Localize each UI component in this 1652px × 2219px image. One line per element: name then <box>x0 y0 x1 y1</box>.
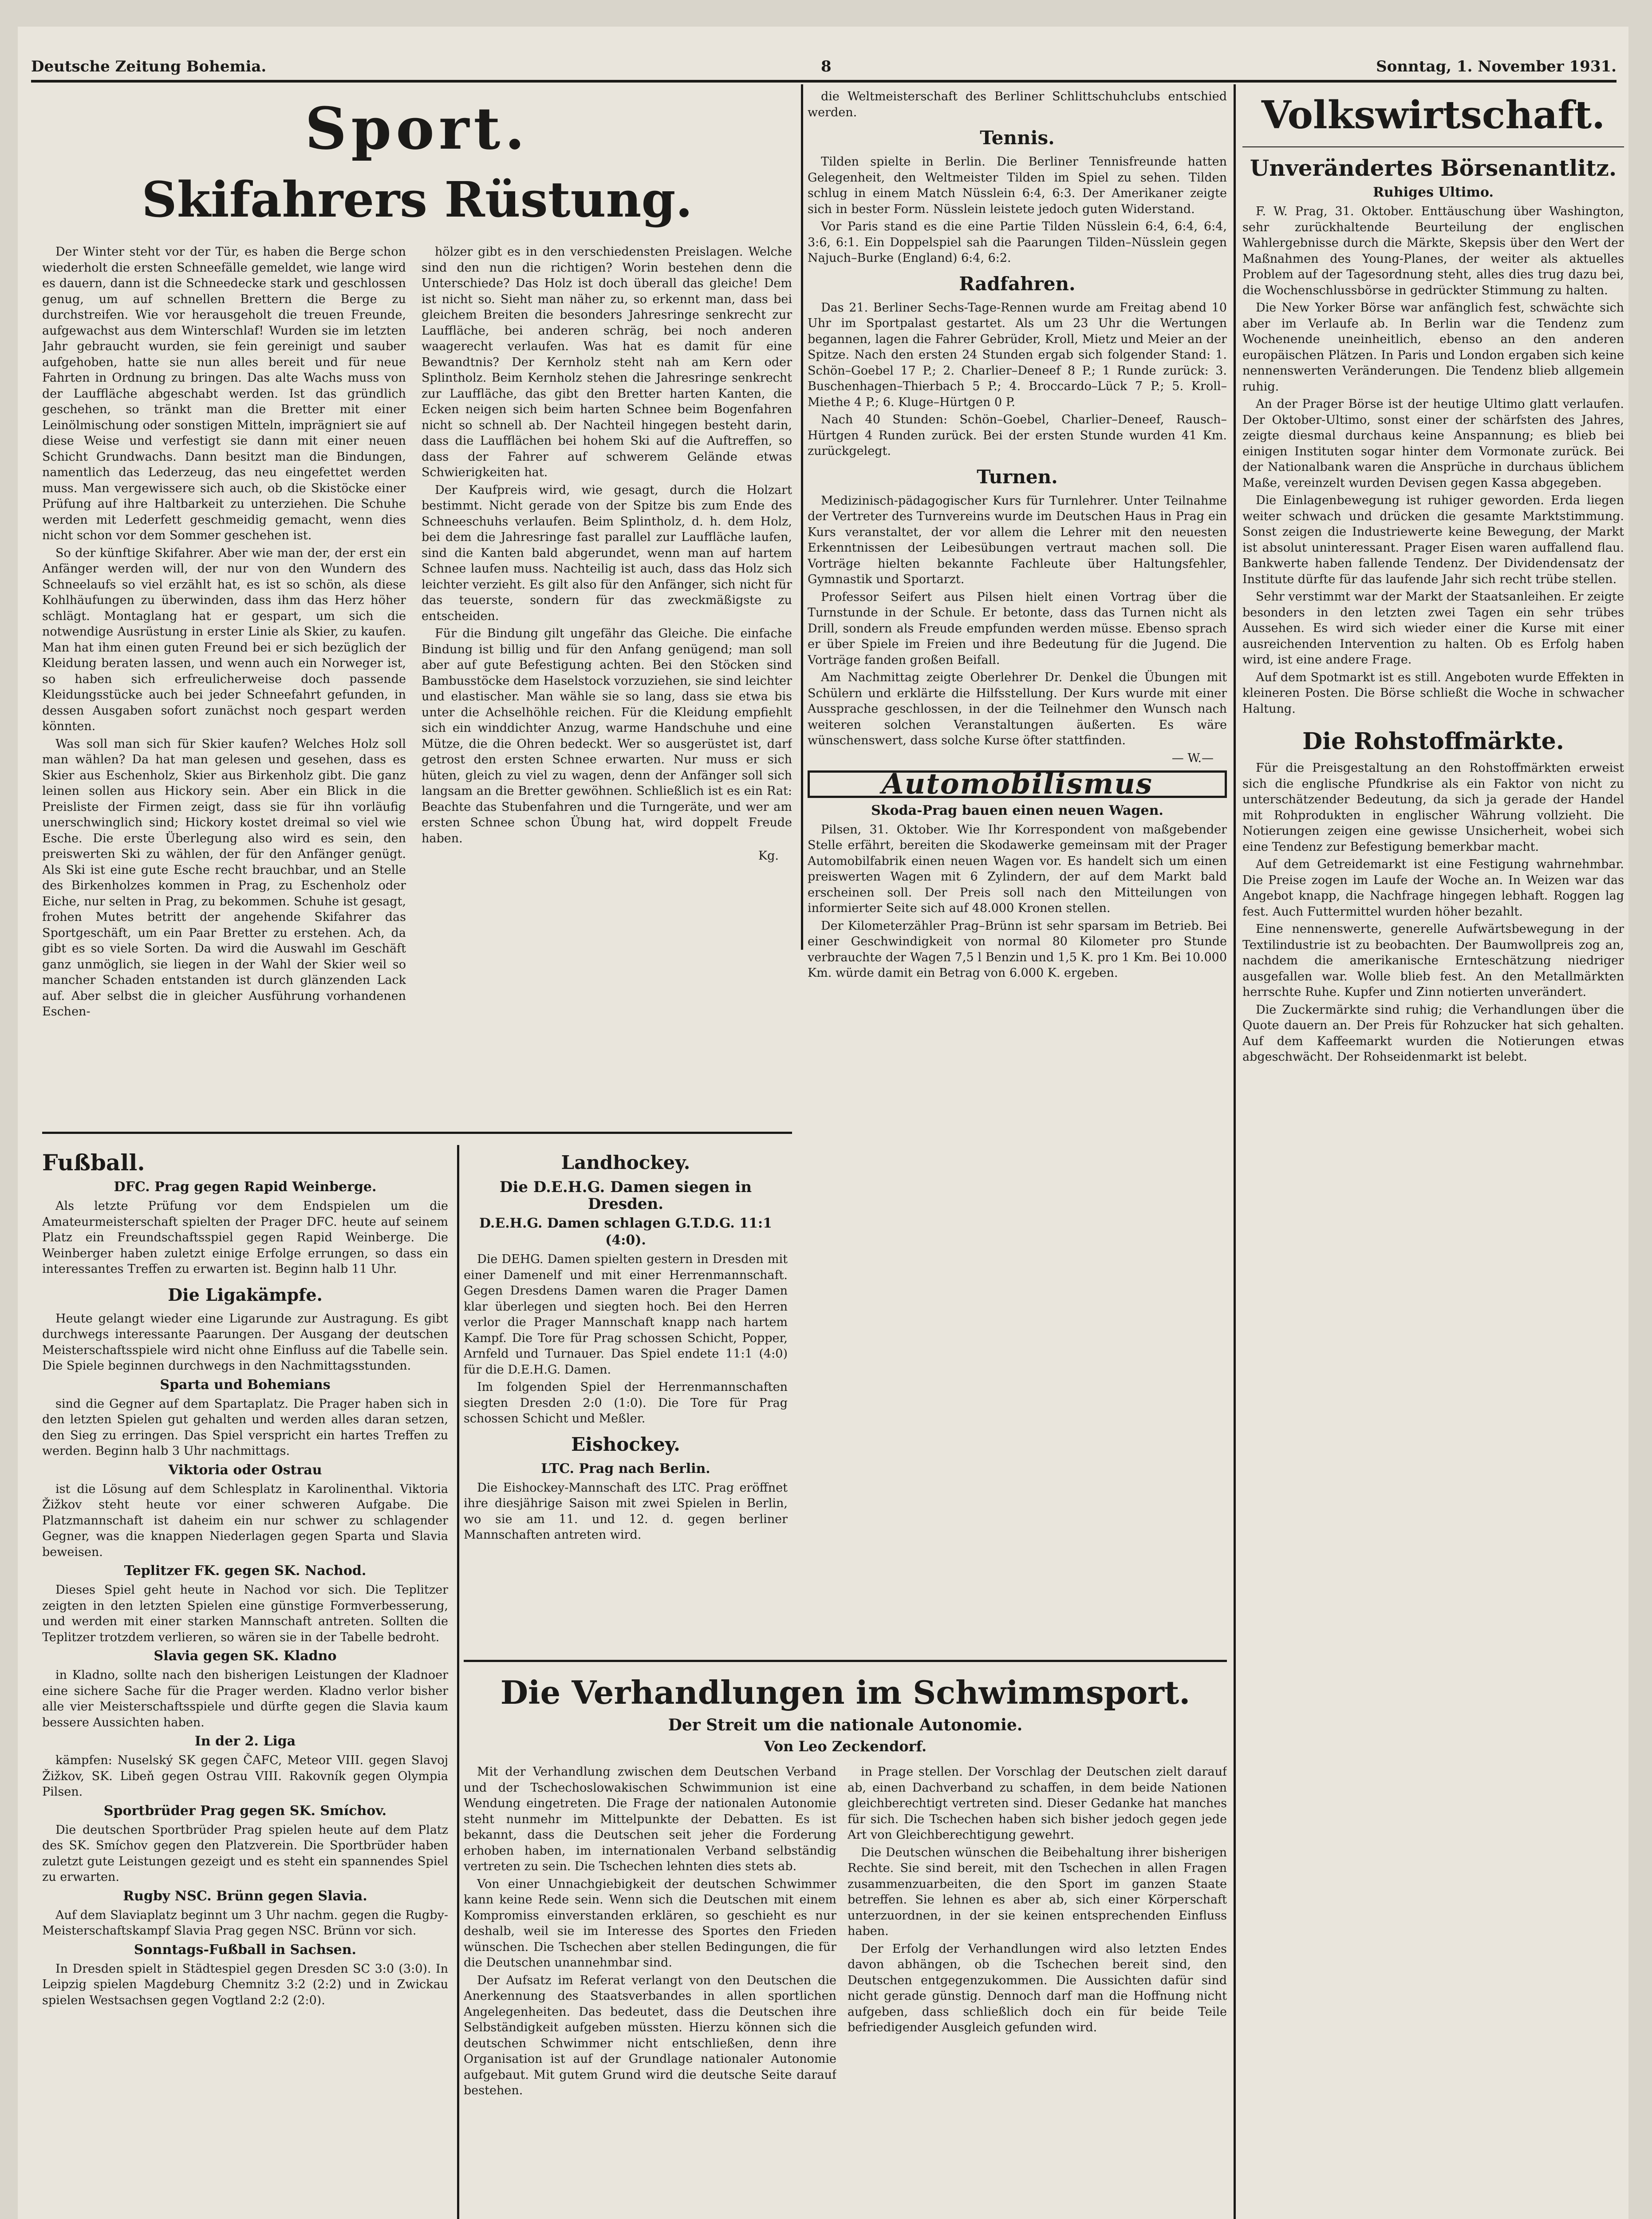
paragraph: Was soll man sich für Skier kaufen? Welches Holz soll man wählen? Da hat man gelesen und gesehen, dass es Skier aus Eschenholz, Skier aus Birkenholz gibt. Die ganz leinen sollen aus Hickory sein. Aber ein Blick in die Preisliste der Firmen zeigt, dass sie für ihn vorläufig unerschwinglich sind; Hickory kostet dreimal so viel wie Esche. Die erste Überlegung also wird es sein, den preiswerten Ski zu wählen, der für den Anfänger genügt. Als Ski ist eine gute Esche recht brauchbar, und an Stelle des Birkenholzes kommen in Prag, zu Eschenholz oder Eiche, nur selten in Prag, zu bekommen. Schuhe ist gesagt, frohen Mutes betritt der angehende Skifahrer das Sportgeschäft, um ein Paar Bretter zu erstehen. Ach, da gibt es so viele Sorten. Da wird die Auswahl im Geschäft ganz unmöglich, sie liegen in der Wahl der Skier weil so mancher Schaden entstanden ist durch glänzenden Lack auf. Aber selbst die in gleicher Ausführung vorhandenen Eschen- <box>42 737 406 1019</box>
headline: Slavia gegen SK. Kladno <box>154 1648 337 1664</box>
landhockey-title: Landhockey. <box>561 1152 690 1173</box>
headline: Sonntags-Fußball in Sachsen. <box>134 1942 356 1958</box>
author-signature: — W.— <box>1171 751 1214 765</box>
paragraph: Die Zuckermärkte sind ruhig; die Verhandlungen über die Quote dauern an. Der Preis für Rohzucker hat sich gehalten. Auf dem Kaffeemarkt wurden die Notierungen etwas abgeschwächt. Der Rohseidenmarkt ist belebt. <box>1242 1003 1624 1064</box>
sport-article-col-2 <box>422 244 792 1127</box>
header-date: Sonntag, 1. November 1931. <box>1376 58 1617 75</box>
paragraph: hölzer gibt es in den verschiedensten Preislagen. Welche sind den nun die richtigen? Worin bestehen denn die Unterschiede? Das Holz ist doch überall das gleiche! Dem ist nicht so. Sieht man näher zu, so erkennt man, dass bei gleichem Breiten die besonders Jahresringe senkrecht zur Lauffläche, bei anderen schräg, bei noch anderen waagerecht verlaufen. Was hat es damit für eine Bewandtnis? Der Kernholz steht nah am Kern oder Splintholz. Beim Kernholz stehen die Jahresringe senkrecht zur Lauffläche, das gibt den Bretter harten Kanten, die Ecken neigen sich beim harten Schnee beim Bogenfahren nicht so schnell ab. Der Nachteil hingegen besteht darin, dass die Laufflächen bei hohem Ski auf die Auftreffen, so dass der Fahrer auf schwerem Gelände etwas Schwierigkeiten hat. <box>422 245 792 479</box>
eishockey-title: Eishockey. <box>571 1433 680 1455</box>
paragraph: Als letzte Prüfung vor dem Endspielen um die Amateurmeisterschaft spielten der Prager DFC. heute auf seinem Platz ein Freundschaftsspiel gegen Rapid Weinberge. Die Weinberger haben zuletzt einige Erfolge errungen, so dass ein interessantes Treffen zu erwarten ist. Beginn halb 11 Uhr. <box>42 1199 448 1276</box>
headline: Rugby NSC. Brünn gegen Slavia. <box>123 1888 367 1904</box>
paragraph: Der Kaufpreis wird, wie gesagt, durch die Holzart bestimmt. Nicht gerade von der Spitze bis zum Ende des Schneeschuhs verlaufen. Beim Splintholz, d. h. dem Holz, bei dem die Jahresringe fast parallel zur Lauffläche laufen, sind die Kanten bald abgerundet, wenn man auf hartem Schnee laufen muss. Nachteilig ist auch, dass das Holz sich leichter verzieht. Es gilt also für den Anfänger, sich nicht für das teuerste, sondern für das zweckmäßigste zu entscheiden. <box>422 483 792 623</box>
paragraph: Der Winter steht vor der Tür, es haben die Berge schon wiederholt die ersten Schneefälle gemeldet, wie lange wird es dauern, dann ist die Schneedecke stark und geschlossen genug, um auf schnellen Brettern die Berge zu durchstreifen. Wie vor herausgeholt die treuen Freunde, aufgewachst aus dem Winterschlaf! Wurden sie im letzten Jahr gebraucht wurden, sie fein gereinigt und sauber aufgehoben, hatte sie nun alles bereit und für neue Fahrten in Ordnung zu bringen. Das alte Wachs muss von der Lauffläche abgeschabt werden. Ist das gründlich geschehen, so tränkt man die Bretter mit einer Leinölmischung oder sonstigen Mitteln, imprägniert sie auf diese Weise und verfestigt sie dann mit einer neuen Schicht Grundwachs. Dann besitzt man die Bindungen, namentlich das Lederzeug, das neu eingefettet werden muss. Man vergewissere sich auch, ob die Skistöcke einer Prüfung auf ihre Haltbarkeit zu unterziehen. Die Schuhe werden mit Lederfett geschmeidig gemacht, wenn dies nicht schon vor dem Sommer geschehen ist. <box>42 245 406 542</box>
automobilismus-title: Automobilismus <box>808 770 1227 798</box>
headline: LTC. Prag nach Berlin. <box>541 1461 710 1477</box>
headline: Sparta und Bohemians <box>160 1377 331 1393</box>
headline: Die Ligakämpfe. <box>168 1284 323 1305</box>
headline: D.E.H.G. Damen schlagen G.T.D.G. 11:1 (4:0). <box>479 1216 772 1248</box>
paragraph: Die Eishockey-Mannschaft des LTC. Prag eröffnet ihre diesjährige Saison mit zwei Spielen in Berlin, wo sie am 11. und 12. d. gegen berliner Mannschaften antreten wird. <box>464 1481 788 1542</box>
paragraph: Der Kilometerzähler Prag–Brünn ist sehr sparsam im Betrieb. Bei einer Geschwindigkeit von normal 80 Kilometer pro Stunde verbrauchte der Wagen 7,5 l Benzin und 1,5 K. pro 1 Km. Bei 10.000 Km. würde damit ein Betrag von 6.000 K. ergeben. <box>808 919 1227 980</box>
paragraph: Eine nennenswerte, generelle Aufwärtsbewegung in der Textilindustrie ist zu beobachten. Der Baumwollpreis zog an, nachdem die amerikanische Ernteschätzung niedriger ausgefallen war. Wolle blieb fest. An den Metallmärkten herrschte Ruhe. Kupfer und Zinn notierten unverändert. <box>1242 922 1624 999</box>
paragraph: An der Prager Börse ist der heutige Ultimo glatt verlaufen. Der Oktober-Ultimo, sonst einer der schärfsten des Jahres, zeigte diesmal durchaus keine Anspannung; es blieb bei einigen Instituten sogar hinter dem Vormonate zurück. Bei der Nationalbank waren die Ansprüche in durchaus üblichem Maße, vereinzelt wurden Devisen gegen Kassa abgegeben. <box>1242 397 1624 490</box>
headline: In der 2. Liga <box>194 1733 296 1749</box>
headline: Viktoria oder Ostrau <box>168 1462 322 1478</box>
volkswirtschaft-title: Volkswirtschaft. <box>1261 93 1605 138</box>
paragraph: Der Erfolg der Verhandlungen wird also letzten Endes davon abhängen, ob die Tschechen bereit sind, den Deutschen entgegenzukommen. Die Aussichten dafür sind nicht gerade günstig. Dennoch darf man die Hoffnung nicht aufgeben, dass schließlich doch ein für beide Teile befriedigender Ausgleich gefunden wird. <box>848 1942 1227 2034</box>
paragraph: Von einer Unnachgiebigkeit der deutschen Schwimmer kann keine Rede sein. Wenn sich die Deutschen mit einem Kompromiss einverstanden erklären, so geschieht es nur deshalb, weil sie im Interesse des Sportes den Frieden wünschen. Die Tschechen aber stellen Bedingungen, die für die Deutschen unannehmbar sind. <box>464 1877 836 1970</box>
headline: Ruhiges Ultimo. <box>1373 185 1494 200</box>
fussball-column <box>42 1145 448 2219</box>
paragraph: Dieses Spiel geht heute in Nachod vor sich. Die Teplitzer zeigten in den letzten Spielen eine günstige Formverbesserung, und werden mit einer starken Mannschaft antreten. Sollten die Teplitzer trotzdem verlieren, so wären sie in der Tabelle bedroht. <box>42 1583 448 1644</box>
paragraph: Die Deutschen wünschen die Beibehaltung ihrer bisherigen Rechte. Sie sind bereit, mit den Tschechen in allen Fragen zusammenzuarbeiten, die den Sport im ganzen Staate betreffen. Sie lehnen es aber ab, sich einer Körperschaft unterzuordnen, in der sie keinen entsprechenden Einfluss haben. <box>848 1845 1227 1938</box>
paragraph: in Prage stellen. Der Vorschlag der Deutschen zielt darauf ab, einen Dachverband zu schaffen, in dem beide Nationen gleichberechtigt vertreten sind. Dieser Gedanke hat manches für sich. Die Tschechen haben sich bisher jedoch gegen jede Art von Gleichberechtigung gewehrt. <box>848 1765 1227 1842</box>
schwimm-article-author: Von Leo Zeckendorf. <box>764 1738 927 1755</box>
author-signature: Kg. <box>758 849 779 863</box>
paragraph: Mit der Verhandlung zwischen dem Deutschen Verband und der Tschechoslowakischen Schwimmunion ist eine Wendung eingetreten. Die Frage der nationalen Autonomie steht nunmehr im Mittelpunkte der Debatten. Es ist bekannt, dass die Deutschen seit jeher die Forderung erhoben haben, im internationalen Verband selbständig vertreten zu sein. Die Tschechen lehnten dies stets ab. <box>464 1765 836 1873</box>
paragraph: F. W. Prag, 31. Oktober. Enttäuschung über Washington, sehr zurückhaltende Beurteilung der englischen Wahlergebnisse durch die Märkte, Skepsis über den Wert der Maßnahmen des Young-Planes, der weiter als aktuelles Problem auf der Tagesordnung steht, alles dies trug dazu bei, die Wochenschlussbörse in gedrückter Stimmung zu halten. <box>1242 205 1624 297</box>
paragraph: Für die Preisgestaltung an den Rohstoffmärkten erweist sich die englische Pfundkrise als ein Faktor von nicht zu unterschätzender Bedeutung, da sich ja gerade der Handel mit Rohprodukten in englischer Währung vollzieht. Die Notierungen zeigen eine gewisse Unsicherheit, wobei sich eine Tendenz zur Befestigung bemerkbar macht. <box>1242 761 1624 854</box>
paragraph: Für die Bindung gilt ungefähr das Gleiche. Die einfache Bindung ist billig und für den Anfang genügend; man soll aber auf gute Befestigung achten. Bei den Stöcken sind Bambusstöcke dem Haselstock vorzuziehen, sie sind leichter und elastischer. Man wähle sie so lang, dass sie etwa bis unter die Achselhöhle reichen. Für die Kleidung empfiehlt sich ein winddichter Anzug, warme Handschuhe und eine Mütze, die die Ohren bedeckt. Wer so ausgerüstet ist, darf getrost den ersten Schnee erwarten. Nur muss er sich hüten, gleich zu viel zu wagen, denn der Anfänger soll sich langsam an die Bretter gewöhnen. Schließlich ist es ein Rat: Beachte das Stubenfahren und die Turngeräte, und wer am ersten Schnee schon Übung hat, wird doppelt Freude haben. <box>422 627 792 845</box>
schwimm-article-title: Die Verhandlungen im Schwimmsport. <box>500 1674 1191 1711</box>
headline: Teplitzer FK. gegen SK. Nachod. <box>124 1563 367 1579</box>
schwimm-article-subtitle: Der Streit um die nationale Autonomie. <box>668 1716 1023 1734</box>
paragraph: Vor Paris stand es die eine Partie Tilden Nüsslein 6:4, 6:4, 6:4, 3:6, 6:1. Ein Doppelspiel sah die Paarungen Tilden–Nüsslein gegen Najuch–Burke (England) 6:4, 6:2. <box>808 220 1227 265</box>
paragraph: Die New Yorker Börse war anfänglich fest, schwächte sich aber im Verlaufe ab. In Berlin war die Tendenz zum Wochenende uneinheitlich, ebenso an den anderen europäischen Plätzen. In Paris und London ergaben sich keine nennenswerten Veränderungen. Die Tendenz blieb allgemein ruhig. <box>1242 301 1624 394</box>
paragraph: in Kladno, sollte nach den bisherigen Leistungen der Kladnoer eine sichere Sache für die Prager werden. Kladno verlor bisher alle vier Meisterschaftsspiele und dürfte gegen die Slavia kaum bessere Aussichten haben. <box>42 1668 448 1729</box>
column-rule <box>1234 84 1236 2219</box>
paragraph: Im folgenden Spiel der Herrenmannschaften siegten Dresden 2:0 (1:0). Die Tore für Prag schossen Schicht und Meßler. <box>464 1380 788 1425</box>
paragraph: Die DEHG. Damen spielten gestern in Dresden mit einer Damenelf und mit einer Herrenmannschaft. Gegen Dresdens Damen waren die Prager Damen klar überlegen und siegten hoch. Bei den Herren verlor die Prager Mannschaft knapp nach hartem Kampf. Die Tore für Prag schossen Schicht, Popper, Arnfeld und Turnauer. Das Spiel endete 11:1 (4:0) für die D.E.H.G. Damen. <box>464 1252 788 1377</box>
paragraph: Die Einlagenbewegung ist ruhiger geworden. Erda liegen weiter schwach und drücken die gesamte Marktstimmung. Sonst zeigen die Industriewerte keine Bewegung, der Markt ist absolut uninteressant. Prager Eisen waren auffallend flau. Bankwerte haben fallende Tendenz. Der Dividendensatz der Institute dürfte für das laufende Jahr sich recht trübe stellen. <box>1242 494 1624 586</box>
paragraph: Tilden spielte in Berlin. Die Berliner Tennisfreunde hatten Gelegenheit, den Weltmeister Tilden im Spiel zu sehen. Tilden schlug in einem Match Nüsslein 6:4, 6:3. Der Amerikaner zeigte sich in bester Form. Nüsslein leistete jedoch guten Widerstand. <box>808 155 1227 216</box>
fussball-title: Fußball. <box>42 1149 145 1176</box>
paragraph: Heute gelangt wieder eine Ligarunde zur Austragung. Es gibt durchwegs interessante Paarungen. Der Ausgang der deutschen Meisterschaftsspiele wird nicht ohne Einfluss auf die Tabelle sein. Die Spiele beginnen durchwegs in den Nachmittagsstunden. <box>42 1311 448 1373</box>
tennis-title: Tennis. <box>980 127 1055 149</box>
headline: Skoda-Prag bauen einen neuen Wagen. <box>871 802 1163 818</box>
paragraph: kämpfen: Nuselský SK gegen ČAFC, Meteor VIII. gegen Slavoj Žižkov, SK. Libeň gegen Ostrau VIII. Rakovník gegen Olympia Pilsen. <box>42 1753 448 1799</box>
paragraph: Nach 40 Stunden: Schön–Goebel, Charlier–Deneef, Rausch–Hürtgen 4 Runden zurück. Bei der ersten Stunde wurden 41 Km. zurückgelegt. <box>808 413 1227 458</box>
rohstoff-title: Die Rohstoffmärkte. <box>1302 728 1564 755</box>
sport-article-col-1 <box>42 244 406 1127</box>
sport-section-title: Sport. <box>305 95 529 162</box>
schwimm-col-1 <box>464 1764 836 2219</box>
column-rule <box>457 1145 459 2219</box>
paragraph: ist die Lösung auf dem Schlesplatz in Karolinenthal. Viktoria Žižkov steht heute vor einer schweren Aufgabe. Die Platzmannschaft ist daheim ein nur schwer zu schlagender Gegner, was die knappen Niederlagen gegen Sparta und Slavia beweisen. <box>42 1482 448 1559</box>
paragraph: sind die Gegner auf dem Spartaplatz. Die Prager haben sich in den letzten Spielen gut gehalten und werden alles daran setzen, den Sieg zu erringen. Das Spiel verspricht ein hartes Treffen zu werden. Beginn halb 3 Uhr nachmittags. <box>42 1397 448 1458</box>
section-rule <box>42 1132 792 1134</box>
headline: Sportbrüder Prag gegen SK. Smíchov. <box>103 1803 387 1819</box>
landhockey-column <box>464 1145 788 1655</box>
radfahren-title: Radfahren. <box>959 272 1076 295</box>
paragraph: Das 21. Berliner Sechs-Tage-Rennen wurde am Freitag abend 10 Uhr im Sportpalast gestartet. Als um 23 Uhr die Wertungen begannen, lagen die Fahrer Gebrüder, Kroll, Mietz und Meier an der Spitze. Nach den ersten 24 Stunden ergab sich folgender Stand: 1. Schön–Goebel 17 P.; 2. Charlier–Deneef 8 P.; 1 Runde zurück: 3. Buschenhagen–Thierbach 5 P.; 4. Broccardo–Lück 7 P.; 5. Kroll–Miethe 4 P.; 6. Kluge–Hürtgen 0 P. <box>808 300 1227 409</box>
paragraph: Der Aufsatz im Referat verlangt von den Deutschen die Anerkennung des Staatsverbandes in allen sportlichen Angelegenheiten. Das bedeutet, dass die Deutschen ihre Selbständigkeit aufgeben müssten. Hierzu können sich die deutschen Schwimmer nicht entschließen, denn ihre Organisation ist auf der Grundlage nationaler Autonomie aufgebaut. Mit gutem Grund wird die deutsche Seite darauf bestehen. <box>464 1973 836 2097</box>
volkswirtschaft-column <box>1242 153 1624 2219</box>
headline: Unverändertes Börsenantlitz. <box>1250 155 1617 181</box>
schwimm-col-2 <box>848 1764 1227 2219</box>
paragraph: Sehr verstimmt war der Markt der Staatsanleihen. Er zeigte besonders in den letzten zwei Tagen ein sehr trübes Aussehen. Es wird sich wieder einer die Kurse mit einer ausreichenden Intervention zu halten. Ob es Erfolg haben wird, ist eine andere Frage. <box>1242 590 1624 667</box>
page-header <box>31 53 1617 83</box>
paragraph: In Dresden spielt in Städtespiel gegen Dresden SC 3:0 (3:0). In Leipzig spielen Magdeburg Chemnitz 3:2 (2:2) und in Zwickau spielen Westsachsen gegen Vogtland 2:2 (2:0). <box>42 1962 448 2007</box>
paragraph: Die deutschen Sportbrüder Prag spielen heute auf dem Platz des SK. Smíchov gegen den Platzverein. Die Sportbrüder haben zuletzt gute Leistungen gezeigt und es steht ein spannendes Spiel zu erwarten. <box>42 1823 448 1884</box>
paragraph: die Weltmeisterschaft des Berliner Schlittschuhclubs entschied werden. <box>808 90 1227 119</box>
turnen-title: Turnen. <box>977 466 1058 488</box>
paragraph: Professor Seifert aus Pilsen hielt einen Vortrag über die Turnstunde in der Schule. Er betonte, dass das Turnen nicht als Drill, sondern als Freude empfunden werden müsse. Ebenso sprach er über Spiele im Freien und ihre Bedeutung für die Jugend. Die Vorträge fanden großen Beifall. <box>808 590 1227 667</box>
column-rule <box>801 84 803 950</box>
headline: Die D.E.H.G. Damen siegen in Dresden. <box>499 1178 752 1213</box>
paragraph: So der künftige Skifahrer. Aber wie man der, der erst ein Anfänger werden will, der nur von den Wundern des Schneelaufs so viel erzählt hat, es ist so schön, als diese Kohlhäufungen zu überwinden, dass ihm das Herz höher schlägt. Montaglang hat er gespart, um sich die notwendige Ausrüstung in erster Linie als Skier, zu kaufen. Man hat ihm einen guten Freund bei er sich bezüglich der Kleidung beraten lassen, und wenn auch ein Norweger ist, so haben sich erfreulicherweise doch passende Kleidungsstücke auch bei jeder Schneefahrt gefunden, in dessen Ausgaben sofort zunächst noch gespart werden könnten. <box>42 546 406 733</box>
title-underline <box>1242 146 1624 147</box>
sport-article-title: Skifahrers Rüstung. <box>142 171 693 228</box>
paragraph: Medizinisch-pädagogischer Kurs für Turnlehrer. Unter Teilnahme der Vertreter des Turnvereins wurde im Deutschen Haus in Prag ein Kurs veranstaltet, der vor allem die Lehrer mit den neuesten Erkenntnissen der Leibesübungen vertraut machen soll. Die Vorträge hielten bekannte Fachleute über Haltungsfehler, Gymnastik und Sportarzt. <box>808 494 1227 586</box>
header-page-number: 8 <box>821 58 832 75</box>
paragraph: Am Nachmittag zeigte Oberlehrer Dr. Denkel die Übungen mit Schülern und erklärte die Hilfsstellung. Der Kurs wurde mit einer Aussprache geschlossen, in der die Teilnehmer den Wunsch nach weiteren solchen Veranstaltungen äußerten. Es wäre wünschenswert, dass solche Kurse öfter stattfinden. <box>808 671 1227 747</box>
paragraph: Auf dem Getreidemarkt ist eine Festigung wahrnehmbar. Die Preise zogen im Laufe der Woche an. In Weizen war das Angebot knapp, die Nachfrage hingegen lebhaft. Roggen lag fest. Auch Futtermittel wurden höher bezahlt. <box>1242 857 1624 919</box>
sport-misc-column <box>808 89 1227 1655</box>
paragraph: Auf dem Spotmarkt ist es still. Angeboten wurde Effekten in kleineren Posten. Die Börse schließt die Woche in schwacher Haltung. <box>1242 670 1624 716</box>
paragraph: Auf dem Slaviaplatz beginnt um 3 Uhr nachm. gegen die Rugby-Meisterschaftskampf Slavia Prag gegen NSC. Brünn vor sich. <box>42 1908 448 1938</box>
section-rule <box>464 1660 1227 1662</box>
headline: DFC. Prag gegen Rapid Weinberge. <box>114 1179 377 1195</box>
paragraph: Pilsen, 31. Oktober. Wie Ihr Korrespondent von maßgebender Stelle erfährt, bereiten die Skodawerke gemeinsam mit der Prager Automobilfabrik einen neuen Wagen vor. Es handelt sich um einen preiswerten Wagen mit 6 Zylindern, der auf dem Markt bald erscheinen soll. Der Preis soll nach den Mitteilungen von informierter Seite sich auf 48.000 Kronen stellen. <box>808 822 1227 915</box>
header-masthead: Deutsche Zeitung Bohemia. <box>31 58 267 75</box>
